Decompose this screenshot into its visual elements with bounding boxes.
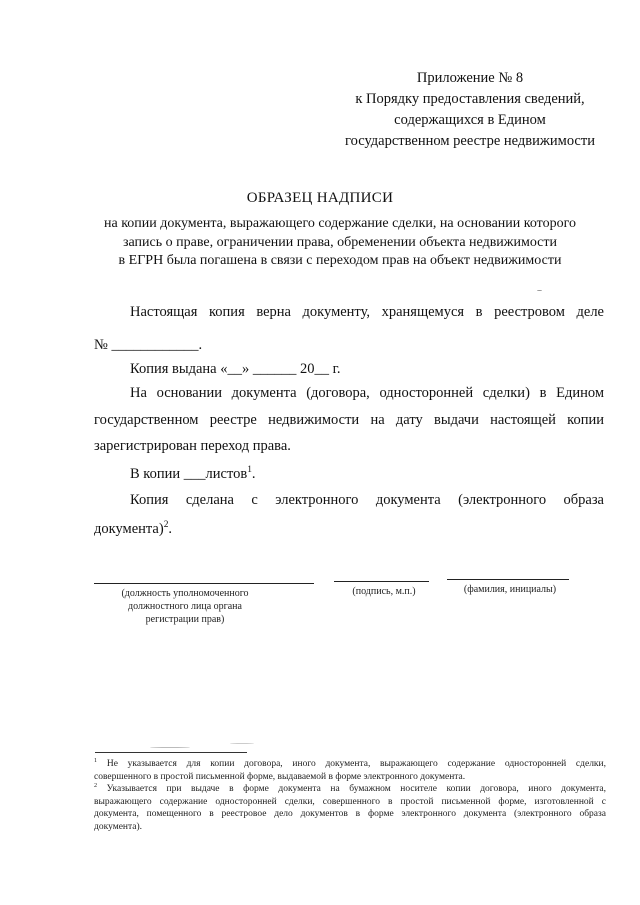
appendix-line: Приложение № 8 xyxy=(416,70,524,86)
subtitle-line: запись о праве, ограничении права, обременении объекта недвижимости xyxy=(123,234,557,250)
footnote-number: 1 xyxy=(94,757,98,764)
position-label xyxy=(110,587,260,626)
footnote-2-line: выражающего содержание односторонней сделки, совершенного в простой письменной форме, изготовленной с xyxy=(94,796,606,807)
footnote-number: 2 xyxy=(94,783,98,790)
name-signature-line xyxy=(447,579,569,580)
position-label-line: (должность уполномоченного xyxy=(121,588,249,599)
scan-speck xyxy=(230,743,254,744)
footnote-separator xyxy=(95,752,247,753)
document-subtitle xyxy=(70,215,610,271)
paragraph-line: Копия выдана «__» ______ 20__ г. xyxy=(130,361,341,377)
paragraph-line: зарегистрирован переход права. xyxy=(94,438,291,454)
position-label-line: регистрации прав) xyxy=(145,614,225,625)
footnote-ref: 1 xyxy=(247,465,252,476)
paragraph-line: Настоящая копия верна документу, хранящемуся в реестровом деле xyxy=(130,304,604,320)
appendix-line: содержащихся в Едином xyxy=(394,112,546,128)
paragraph-line: На основании документа (договора, односторонней сделки) в Едином xyxy=(130,385,604,401)
paragraph-line: государственном реестре недвижимости на дату выдачи настоящей копии xyxy=(94,412,604,428)
position-label-line: должностного лица органа xyxy=(128,601,242,612)
paragraph-line: Копия сделана с электронного документа (электронного образа xyxy=(130,492,604,508)
footnote-2-line: документа, помещенного в реестровое дело документов в форме электронного документа (электронного образа xyxy=(94,809,606,820)
paragraph-line xyxy=(94,521,172,538)
appendix-line: государственном реестре недвижимости xyxy=(345,133,595,149)
scan-speck xyxy=(537,290,542,291)
subtitle-line: в ЕГРН была погашена в связи с переходом прав на объект недвижимости xyxy=(118,253,562,268)
subtitle-line: на копии документа, выражающего содержание сделки, на основании которого xyxy=(103,216,577,231)
paragraph-end: . xyxy=(168,521,173,537)
scan-speck xyxy=(150,747,190,748)
position-signature-line xyxy=(94,583,314,584)
document-title: ОБРАЗЕЦ НАДПИСИ xyxy=(246,190,394,206)
paragraph-end: . xyxy=(251,466,256,482)
name-label: (фамилия, инициалы) xyxy=(463,584,557,595)
appendix-header xyxy=(330,68,610,152)
footnote-2-line: документа). xyxy=(94,821,143,832)
footnote-text: Указывается при выдаче в форме документа на бумажном носителе копии договора, иного документа, xyxy=(106,784,606,795)
sign-signature-line xyxy=(334,581,429,582)
footnote-text: Не указывается для копии договора, иного документа, выражающего содержание односторонней сделки, xyxy=(106,759,607,769)
footnote-1-line: совершенного в простой письменной форме, выдаваемой в форме электронного документа. xyxy=(94,771,466,782)
appendix-line: к Порядку предоставления сведений, xyxy=(355,91,585,107)
footnote-ref: 2 xyxy=(163,520,169,531)
footnote-1-line xyxy=(94,758,606,771)
footnotes xyxy=(94,758,606,834)
paragraph-text: В копии ___листов xyxy=(130,466,248,482)
paragraph-line xyxy=(130,466,256,483)
paragraph-line: № ____________. xyxy=(94,337,203,353)
paragraph-text: документа) xyxy=(94,521,164,537)
sign-label: (подпись, м.п.) xyxy=(352,586,416,597)
footnote-2-line xyxy=(94,783,606,796)
